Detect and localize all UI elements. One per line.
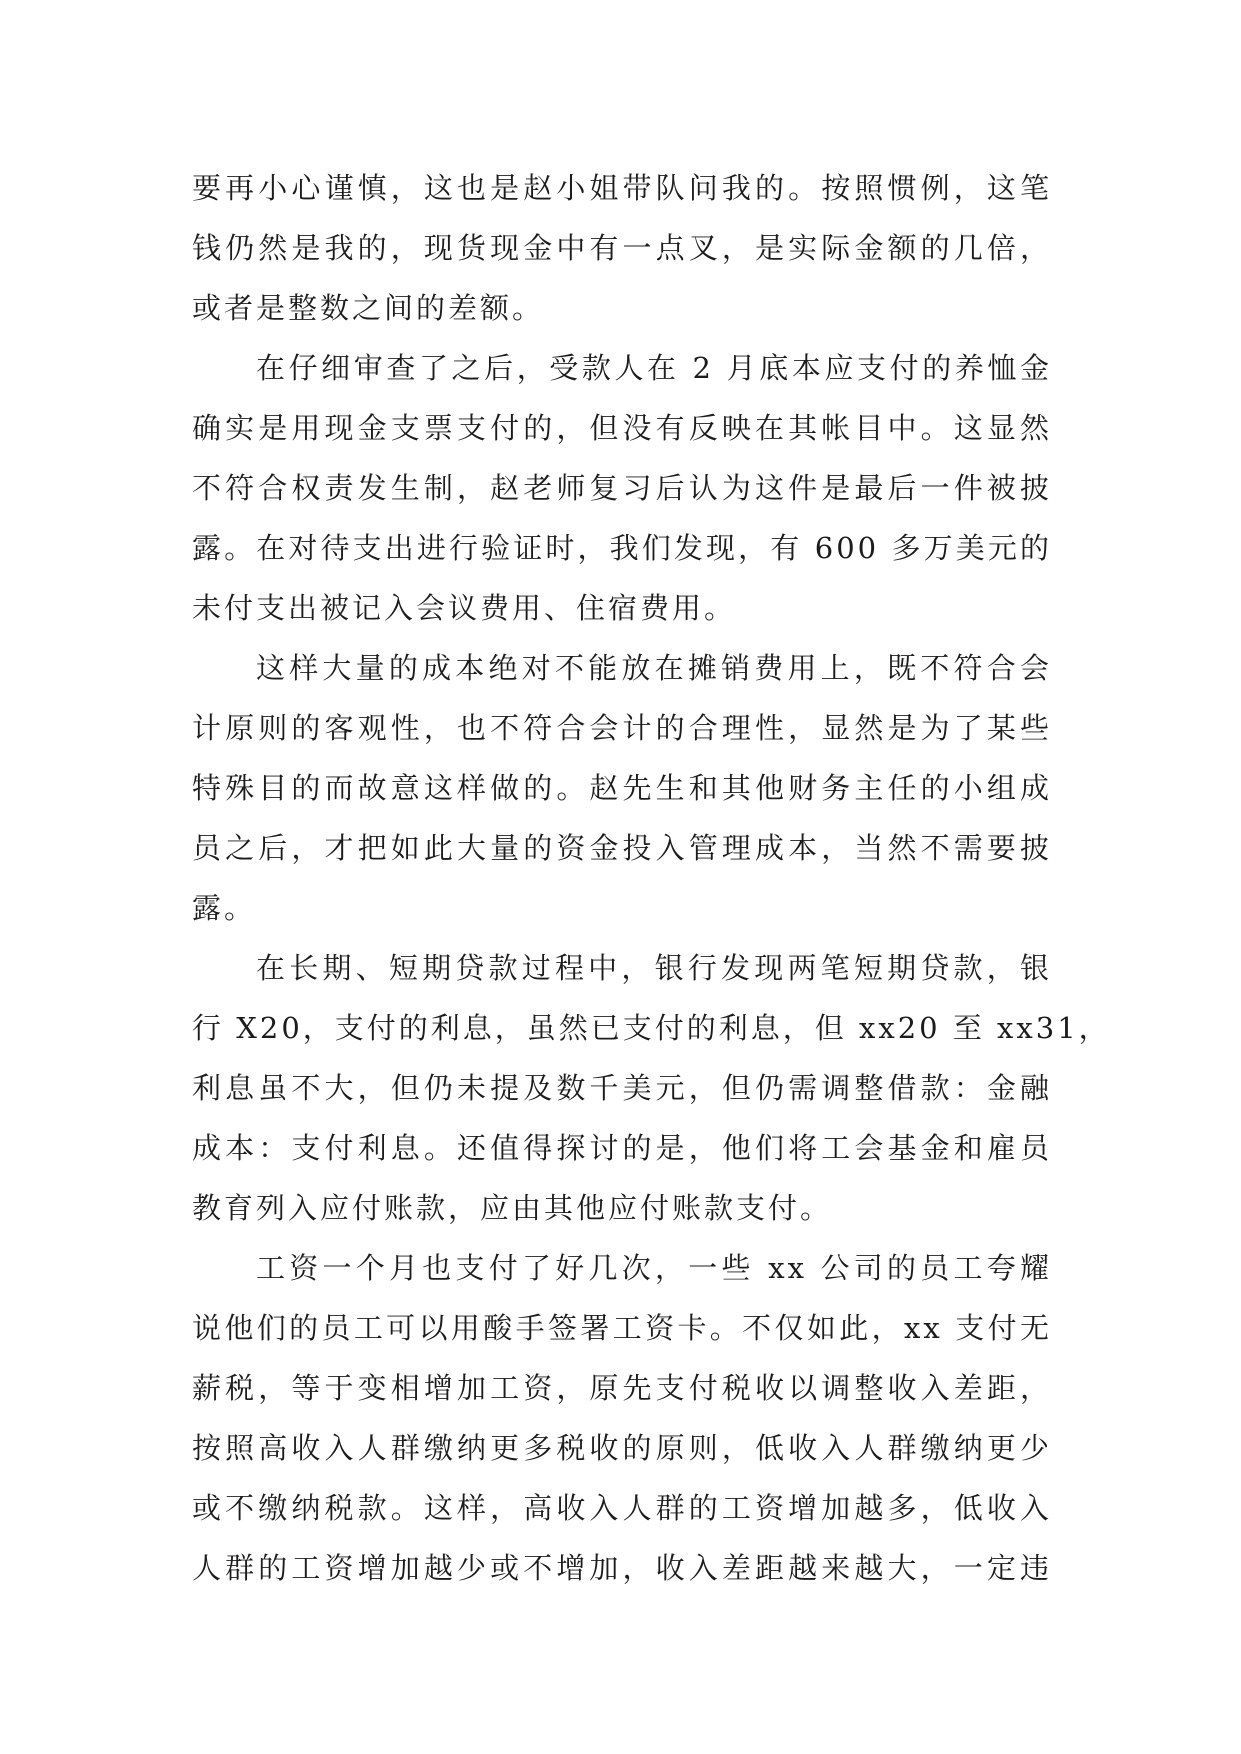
text-line: 这样大量的成本绝对不能放在摊销费用上，既不符合会: [256, 651, 1052, 685]
text-line: 钱仍然是我的，现货现金中有一点叉，是实际金额的几倍，: [192, 231, 1052, 265]
text-line: 露。: [192, 891, 257, 925]
text-line: 确实是用现金支票支付的，但没有反映在其帐目中。这显然: [192, 411, 1052, 445]
text-line: 成本：支付利息。还值得探讨的是，他们将工会基金和雇员: [192, 1131, 1052, 1165]
paragraph-3: [192, 638, 1052, 938]
text-line: 说他们的员工可以用酸手签署工资卡。不仅如此，xx 支付无: [192, 1311, 1052, 1345]
text-line: 露。在对待支出进行验证时，我们发现，有 600 多万美元的: [192, 531, 1052, 565]
text-line: 行 X20，支付的利息，虽然已支付的利息，但 xx20 至 xx31，: [192, 1011, 1111, 1045]
text-line: 工资一个月也支付了好几次，一些 xx 公司的员工夸耀: [256, 1251, 1052, 1285]
text-line: 在长期、短期贷款过程中，银行发现两笔短期贷款，银: [256, 951, 1052, 985]
text-line: 教育列入应付账款，应由其他应付账款支付。: [192, 1191, 833, 1225]
text-line: 利息虽不大，但仍未提及数千美元，但仍需调整借款：金融: [192, 1071, 1052, 1105]
paragraph-4: [192, 938, 1111, 1238]
text-line: 薪税，等于变相增加工资，原先支付税收以调整收入差距，: [192, 1371, 1052, 1405]
paragraph-1: [192, 158, 1052, 338]
text-line: 要再小心谨慎，这也是赵小姐带队问我的。按照惯例，这笔: [192, 171, 1052, 205]
text-line: 按照高收入人群缴纳更多税收的原则，低收入人群缴纳更少: [192, 1431, 1052, 1465]
text-line: 计原则的客观性，也不符合会计的合理性，显然是为了某些: [192, 711, 1052, 745]
document-body: [192, 158, 1111, 1598]
text-line: 未付支出被记入会议费用、住宿费用。: [192, 591, 737, 625]
text-line: 特殊目的而故意这样做的。赵先生和其他财务主任的小组成: [192, 771, 1052, 805]
paragraph-2: [192, 338, 1052, 638]
text-line: 不符合权责发生制，赵老师复习后认为这件是最后一件被披: [192, 471, 1052, 505]
text-line: 在仔细审查了之后，受款人在 2 月底本应支付的养恤金: [256, 351, 1052, 385]
text-line: 人群的工资增加越少或不增加，收入差距越来越大，一定违: [192, 1551, 1052, 1585]
text-line: 员之后，才把如此大量的资金投入管理成本，当然不需要披: [192, 831, 1052, 865]
text-line: 或者是整数之间的差额。: [192, 291, 545, 325]
paragraph-5: [192, 1238, 1052, 1598]
text-line: 或不缴纳税款。这样，高收入人群的工资增加越多，低收入: [192, 1491, 1052, 1525]
